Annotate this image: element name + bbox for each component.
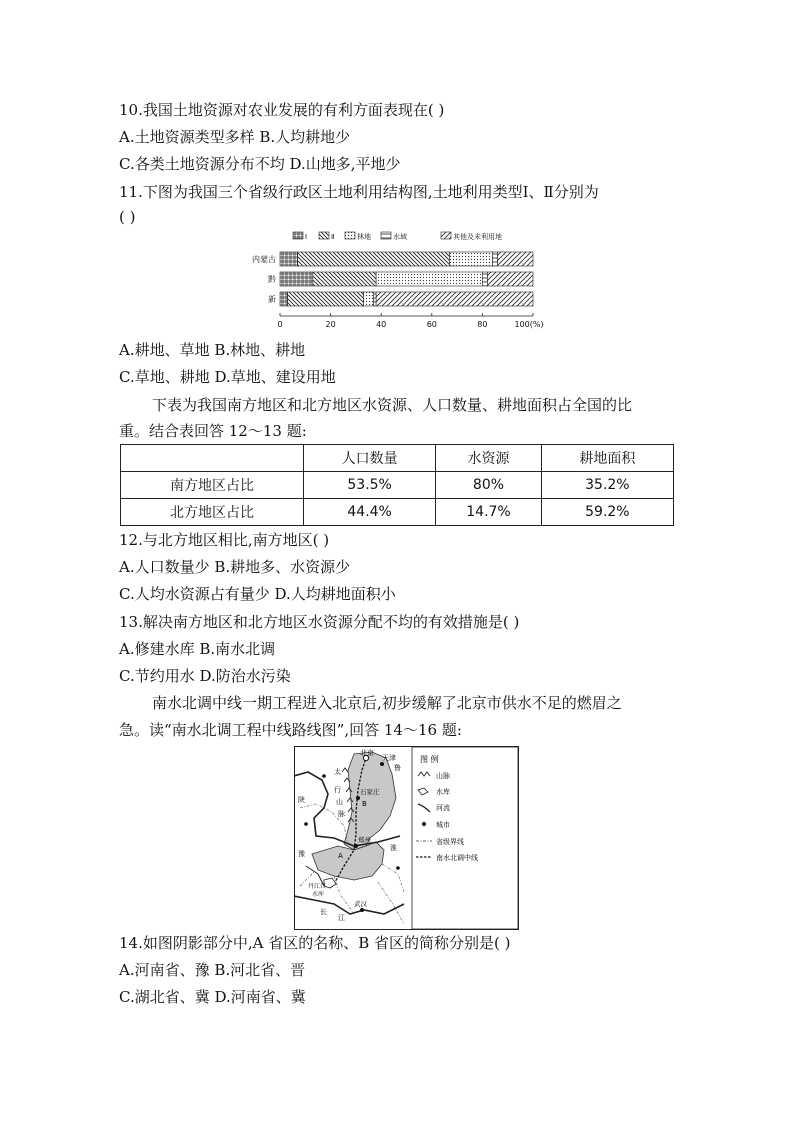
legend-swatch bbox=[293, 232, 303, 239]
x-tick-label: 40 bbox=[376, 320, 387, 329]
x-tick-label: 20 bbox=[325, 320, 336, 329]
x-tick-label: 100(%) bbox=[514, 320, 544, 329]
legend-box bbox=[412, 747, 518, 929]
lu-label: 鲁 bbox=[394, 764, 401, 772]
changjiang-label: 长 bbox=[320, 908, 327, 916]
yu-label: 豫 bbox=[298, 850, 305, 858]
bar-segment bbox=[482, 272, 487, 286]
tianjin-label: 天津 bbox=[382, 754, 396, 762]
shijiazhuang-city-icon bbox=[356, 796, 360, 800]
table-header-cell: 人口数量 bbox=[304, 445, 436, 472]
bar-segment bbox=[376, 292, 533, 306]
legend-swatch bbox=[441, 232, 451, 239]
passage1-line1: 下表为我国南方地区和北方地区水资源、人口数量、耕地面积占全国的比 bbox=[152, 396, 633, 414]
table-header-cell: 耕地面积 bbox=[541, 445, 673, 472]
legend-label: 林地 bbox=[357, 233, 371, 241]
legend-label: Ⅱ bbox=[331, 233, 335, 241]
table-cell: 14.7% bbox=[436, 499, 542, 526]
wuhan-city-icon bbox=[360, 908, 364, 912]
chart-bars bbox=[252, 252, 533, 306]
zhengzhou-label: 郑州 bbox=[358, 836, 371, 844]
legend-item-mountain: 山脉 bbox=[436, 772, 450, 780]
mai-label: 脉 bbox=[338, 810, 345, 818]
tianjin-city-icon bbox=[380, 762, 384, 766]
bar-segment bbox=[493, 252, 498, 266]
danjiangkou-label: 丹江口 bbox=[308, 883, 327, 890]
bar-segment bbox=[313, 272, 376, 286]
q10-stem: 10.我国土地资源对农业发展的有利方面表现在( ) bbox=[119, 101, 445, 119]
taiyuan-city-icon bbox=[322, 774, 326, 778]
bar-segment bbox=[298, 252, 450, 266]
table-cell: 59.2% bbox=[541, 499, 673, 526]
x-tick-label: 0 bbox=[277, 320, 283, 329]
bar-segment bbox=[280, 252, 298, 266]
legend-label: Ⅰ bbox=[305, 233, 308, 241]
hang-label: 行 bbox=[334, 786, 341, 794]
legend-item-route: 南水北调中线 bbox=[436, 854, 478, 862]
chart-x-axis bbox=[277, 313, 543, 329]
bar-segment bbox=[376, 272, 482, 286]
q14-options-cd: C.湖北省、冀 D.河南省、冀 bbox=[119, 988, 306, 1006]
bar-segment bbox=[363, 292, 373, 306]
q12-stem: 12.与北方地区相比,南方地区( ) bbox=[119, 531, 330, 549]
bar-segment bbox=[280, 292, 288, 306]
q12-options-ab: A.人口数量少 B.耕地多、水资源少 bbox=[119, 558, 351, 576]
q14-options-ab: A.河南省、豫 B.河北省、晋 bbox=[119, 961, 306, 979]
x-tick-label: 60 bbox=[426, 320, 437, 329]
category-label: 黔 bbox=[268, 275, 276, 284]
table-cell: 80% bbox=[436, 472, 542, 499]
table-row bbox=[121, 472, 674, 499]
legend-item-city: 城市 bbox=[436, 821, 450, 829]
region-b-label: B bbox=[362, 800, 367, 808]
table-cell: 南方地区占比 bbox=[121, 472, 304, 499]
legend-label: 水域 bbox=[393, 233, 407, 241]
q11-stem-bracket: ( ) bbox=[119, 208, 136, 226]
table-cell: 35.2% bbox=[541, 472, 673, 499]
changjiang-label-2: 江 bbox=[338, 914, 345, 922]
legend-swatch bbox=[345, 232, 355, 239]
wuhan-label: 武汉 bbox=[354, 900, 367, 908]
danjiangkou-label-2: 水库 bbox=[312, 891, 325, 898]
bar-segment bbox=[498, 252, 533, 266]
hefei-city-icon bbox=[396, 866, 400, 870]
passage2-line2: 急。读“南水北调工程中线路线图”,回答 14～16 题: bbox=[119, 721, 462, 739]
huai-label: 淮 bbox=[390, 844, 397, 852]
bar-segment bbox=[487, 272, 533, 286]
shan-label: 山 bbox=[336, 798, 343, 806]
table-cell: 44.4% bbox=[304, 499, 436, 526]
tai-label: 太 bbox=[334, 768, 341, 776]
table-cell: 53.5% bbox=[304, 472, 436, 499]
table-header-cell bbox=[121, 445, 304, 472]
q10-options-ab: A.土地资源类型多样 B.人均耕地少 bbox=[119, 128, 351, 146]
chart-legend bbox=[293, 232, 502, 241]
q14-stem: 14.如图阴影部分中,A 省区的名称、B 省区的简称分别是( ) bbox=[119, 934, 511, 952]
land-use-chart bbox=[245, 228, 555, 336]
region-a-label: A bbox=[338, 852, 343, 860]
q12-options-cd: C.人均水资源占有量少 D.人均耕地面积小 bbox=[119, 585, 396, 603]
legend-label: 其他及未利用地 bbox=[453, 233, 502, 241]
category-label: 新 bbox=[268, 295, 276, 304]
bar-segment bbox=[374, 292, 377, 306]
q11-options-ab: A.耕地、草地 B.林地、耕地 bbox=[119, 341, 306, 359]
legend-city-icon bbox=[422, 822, 426, 826]
q13-options-cd: C.节约用水 D.防治水污染 bbox=[119, 667, 291, 685]
q10-options-cd: C.各类土地资源分布不均 D.山地多,平地少 bbox=[119, 155, 401, 173]
region-share-table bbox=[120, 444, 674, 526]
legend-swatch bbox=[381, 232, 391, 239]
table-cell: 北方地区占比 bbox=[121, 499, 304, 526]
x-tick-label: 80 bbox=[477, 320, 488, 329]
q13-options-ab: A.修建水库 B.南水北调 bbox=[119, 640, 276, 658]
table-row bbox=[121, 499, 674, 526]
table-header-row bbox=[121, 445, 674, 472]
shijiazhuang-label: 石家庄 bbox=[360, 788, 380, 796]
q11-stem: 11.下图为我国三个省级行政区土地利用结构图,土地利用类型Ⅰ、Ⅱ分别为 bbox=[119, 183, 599, 201]
q11-options-cd: C.草地、耕地 D.草地、建设用地 bbox=[119, 368, 336, 386]
xian-city-icon bbox=[304, 822, 308, 826]
passage1-line2: 重。结合表回答 12～13 题: bbox=[119, 422, 307, 440]
legend-title: 图 例 bbox=[420, 755, 439, 764]
shaanxi-label: 陕 bbox=[298, 796, 305, 804]
bar-segment bbox=[280, 272, 313, 286]
legend-item-river: 河流 bbox=[436, 804, 450, 812]
passage2-line1: 南水北调中线一期工程进入北京后,初步缓解了北京市供水不足的燃眉之 bbox=[152, 694, 622, 712]
category-label: 内蒙古 bbox=[252, 255, 276, 264]
zhengzhou-city-icon bbox=[354, 844, 358, 848]
bar-segment bbox=[450, 252, 493, 266]
q13-stem: 13.解决南方地区和北方地区水资源分配不均的有效措施是( ) bbox=[119, 613, 520, 631]
south-north-water-route-map bbox=[294, 746, 519, 930]
legend-item-reservoir: 水库 bbox=[436, 788, 450, 796]
bar-segment bbox=[288, 292, 364, 306]
beijing-label: 北京 bbox=[360, 749, 374, 757]
legend-swatch bbox=[319, 232, 329, 239]
legend-item-border: 省级界线 bbox=[436, 838, 464, 846]
table-header-cell: 水资源 bbox=[436, 445, 542, 472]
